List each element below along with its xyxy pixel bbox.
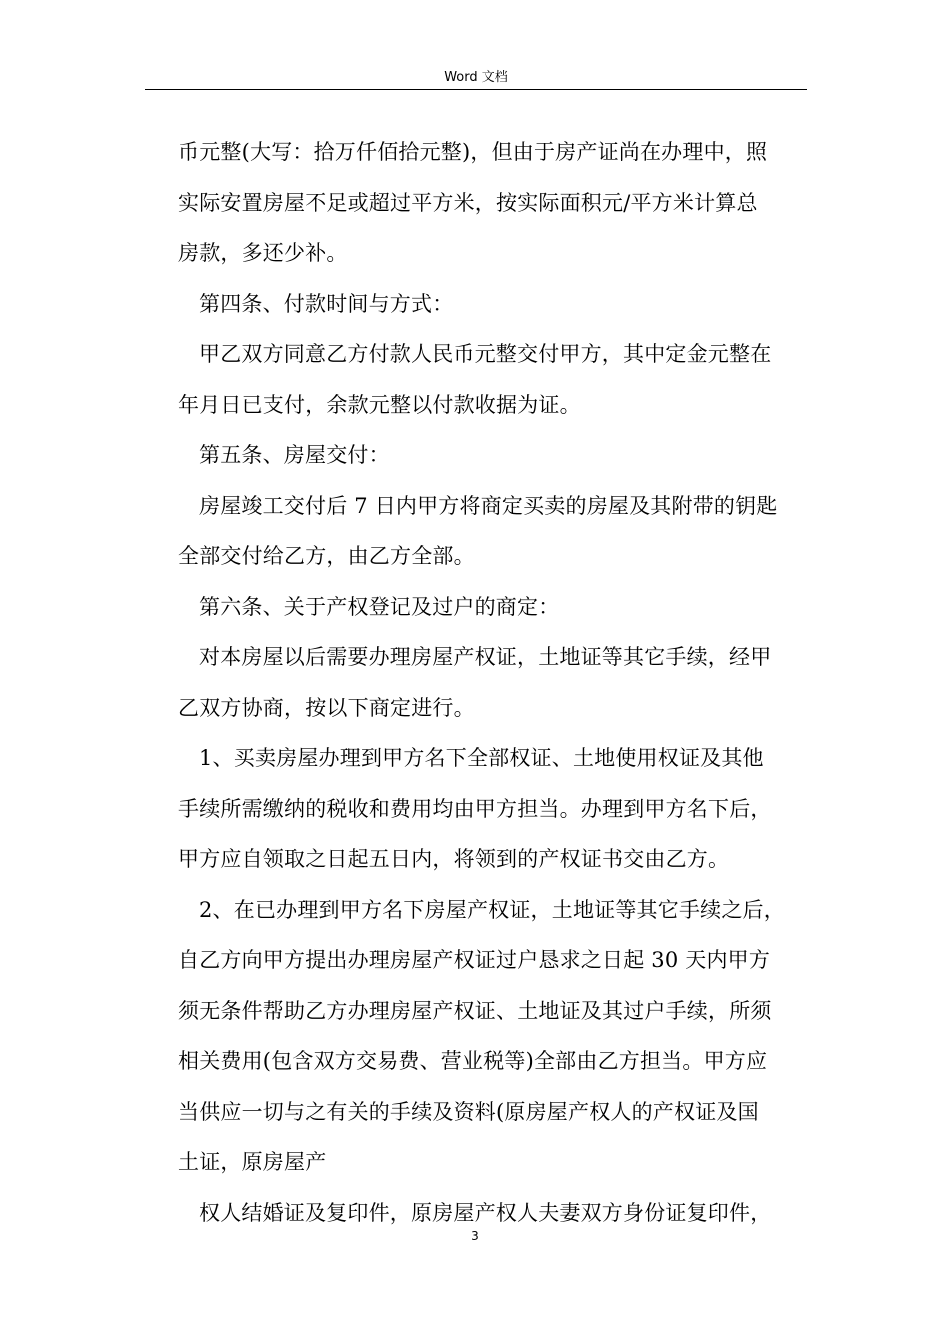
body-line: 土证，原房屋产	[178, 1150, 327, 1174]
body-line: 实际安置房屋不足或超过平方米，按实际面积元/平方米计算总	[178, 190, 758, 215]
list-item-1: 1、买卖房屋办理到甲方名下全部权证、土地使用权证及其他	[199, 746, 764, 770]
body-line: 当供应一切与之有关的手续及资料(原房屋产权人的产权证及国	[178, 1099, 759, 1124]
body-line: 相关费用(包含双方交易费、营业税等)全部由乙方担当。甲方应	[178, 1049, 768, 1073]
body-line: 自乙方向甲方提出办理房屋产权证过户恳求之日起 30 天内甲方	[178, 948, 771, 972]
page-header	[145, 66, 807, 90]
body-line: 币元整(大写：拾万仟佰拾元整)，但由于房产证尚在办理中，照	[178, 140, 768, 164]
body-line: 甲乙双方同意乙方付款人民币元整交付甲方，其中定金元整在	[199, 342, 772, 366]
body-line: 须无条件帮助乙方办理房屋产权证、土地证及其过户手续，所须	[178, 998, 772, 1023]
section-heading-6: 第六条、关于产权登记及过户的商定：	[199, 594, 560, 619]
body-line: 乙双方协商，按以下商定进行。	[178, 695, 475, 720]
section-heading-5: 第五条、房屋交付：	[199, 443, 390, 467]
list-item-2: 2、在已办理到甲方名下房屋产权证，土地证等其它手续之后，	[199, 897, 785, 922]
header-title: Word 文档	[444, 70, 508, 85]
body-line: 全部交付给乙方，由乙方全部。	[178, 544, 475, 568]
body-line: 年月日已支付，余款元整以付款收据为证。	[178, 392, 581, 417]
body-line: 权人结婚证及复印件，原房屋产权人夫妻双方身份证复印件，	[199, 1200, 772, 1225]
document-body	[178, 127, 808, 1238]
body-line: 手续所需缴纳的税收和费用均由甲方担当。办理到甲方名下后，	[178, 796, 772, 821]
section-heading-4: 第四条、付款时间与方式：	[199, 291, 454, 316]
body-line: 房屋竣工交付后 7 日内甲方将商定买卖的房屋及其附带的钥匙	[199, 493, 778, 518]
body-line: 对本房屋以后需要办理房屋产权证，土地证等其它手续，经甲	[199, 645, 772, 669]
body-line: 房款，多还少补。	[178, 241, 348, 265]
page-number: 3	[471, 1229, 479, 1243]
body-line: 甲方应自领取之日起五日内，将领到的产权证书交由乙方。	[178, 847, 730, 871]
